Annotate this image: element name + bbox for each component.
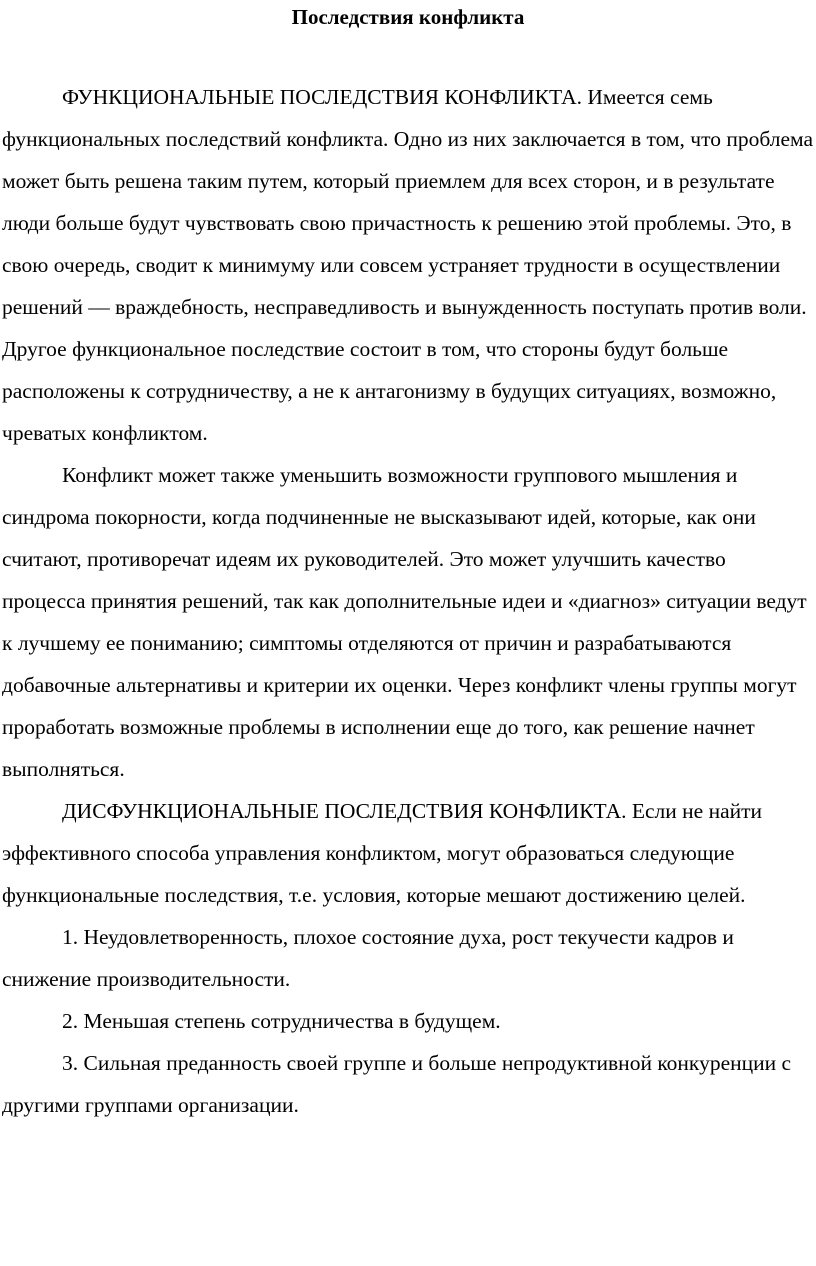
list-item-3: 3. Сильная преданность своей группе и больше непродуктивной конкуренции с другими группами организации. bbox=[2, 1051, 792, 1117]
paragraph-dysfunctional-consequences: ДИСФУНКЦИОНАЛЬНЫЕ ПОСЛЕДСТВИЯ КОНФЛИКТА. Если не найти эффективного способа управления конфликтом, могут образоваться следующие функциональные последствия, т.е. условия, которые мешают достижению целей. bbox=[2, 799, 763, 907]
title-spacer bbox=[2, 34, 814, 76]
document-title: Последствия конфликта bbox=[291, 5, 525, 29]
list-item-2: 2. Меньшая степень сотрудничества в будущем. bbox=[62, 1009, 501, 1033]
paragraph-group-thinking: Конфликт может также уменьшить возможности группового мышления и синдрома покорности, когда подчиненные не высказывают идей, которые, как они считают, противоречат идеям их руководителей. Это может улучшить качество процесса принятия решений, так как дополнительные идеи и «диагноз» ситуации ведут к лучшему ее пониманию; симптомы отделяются от причин и разрабатываются добавочные альтернативы и критерии их оценки. Через конфликт члены группы могут проработать возможные проблемы в исполнении еще до того, как решение начнет выполняться. bbox=[2, 463, 807, 781]
list-item-1: 1. Неудовлетворенность, плохое состояние духа, рост текучести кадров и снижение производительности. bbox=[2, 925, 734, 991]
paragraph-functional-consequences: ФУНКЦИОНАЛЬНЫЕ ПОСЛЕДСТВИЯ КОНФЛИКТА. Имеется семь функциональных последствий конфликта. Одно из них заключается в том, что проблема может быть решена таким путем, который приемлем для всех сторон, и в результате люди больше будут чувствовать свою причастность к решению этой проблемы. Это, в свою очередь, сводит к минимуму или совсем устраняет трудности в осуществлении решений — враждебность, несправедливость и вынужденность поступать против воли. Другое функциональное последствие состоит в том, что стороны будут больше расположены к сотрудничеству, а не к антагонизму в будущих ситуациях, возможно, чреватых конфликтом. bbox=[2, 85, 814, 445]
